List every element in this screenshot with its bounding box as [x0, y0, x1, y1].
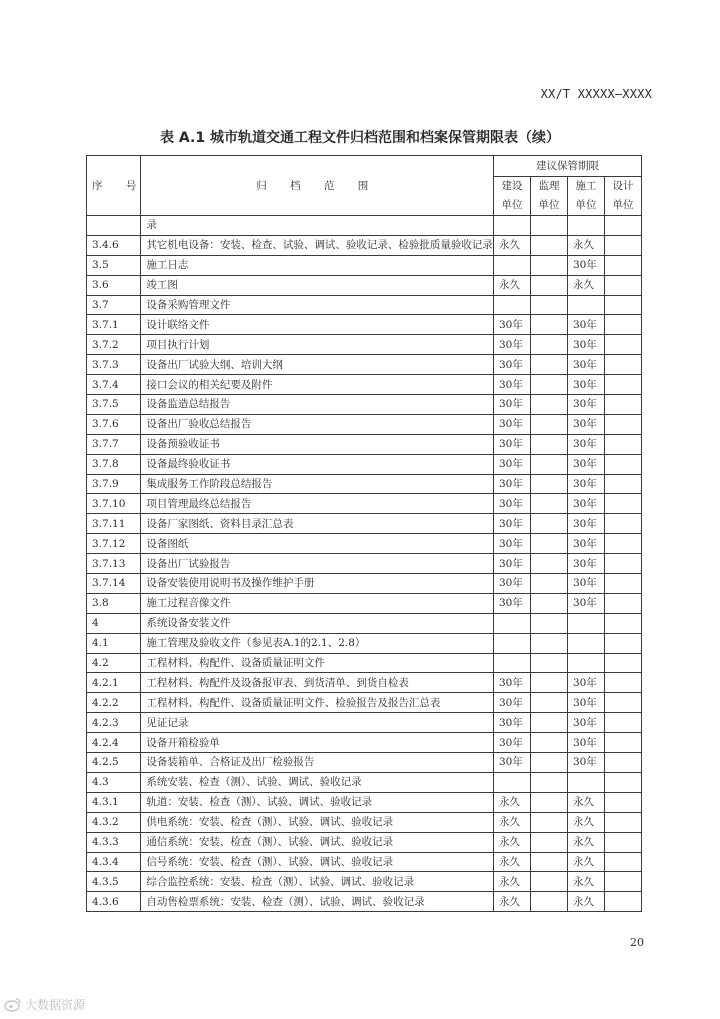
- weibo-logo-icon: [4, 998, 22, 1012]
- row-number-cell: 4: [87, 613, 141, 633]
- row-number-cell: 3.7.12: [87, 534, 141, 554]
- row-scope-cell: 设备最终验收证书: [141, 454, 494, 474]
- construction-period-cell: 30年: [493, 395, 530, 415]
- design-period-cell: [604, 653, 641, 673]
- row-number-cell: 3.7.8: [87, 454, 141, 474]
- construction-period-cell: 30年: [493, 554, 530, 574]
- construction-period-cell: 30年: [493, 753, 530, 773]
- supervision-period-cell: [530, 673, 567, 693]
- header-scope: 归 档 范 围: [141, 156, 494, 216]
- design-period-cell: [604, 613, 641, 633]
- table-row: [87, 574, 642, 594]
- design-period-cell: [604, 832, 641, 852]
- table-row: [87, 693, 642, 713]
- design-period-cell: [604, 295, 641, 315]
- construction-period-cell: 30年: [493, 335, 530, 355]
- design-period-cell: [604, 892, 641, 912]
- table-row: [87, 772, 642, 792]
- construction-period-cell: [493, 772, 530, 792]
- row-number-cell: 4.3.3: [87, 832, 141, 852]
- supervision-period-cell: [530, 216, 567, 236]
- table-row: [87, 414, 642, 434]
- row-number-cell: 3.4.6: [87, 235, 141, 255]
- header-contractor-unit: 施工单位: [567, 177, 604, 216]
- row-scope-cell: 设备监造总结报告: [141, 395, 494, 415]
- supervision-period-cell: [530, 872, 567, 892]
- row-scope-cell: 设备出厂验收总结报告: [141, 414, 494, 434]
- contractor-period-cell: 30年: [567, 574, 604, 594]
- contractor-period-cell: [567, 216, 604, 236]
- row-scope-cell: 设备出厂试验大纲、培训大纲: [141, 355, 494, 375]
- design-period-cell: [604, 772, 641, 792]
- supervision-period-cell: [530, 255, 567, 275]
- row-number-cell: 4.2.1: [87, 673, 141, 693]
- supervision-period-cell: [530, 454, 567, 474]
- table-row: [87, 713, 642, 733]
- row-scope-cell: 设备采购管理文件: [141, 295, 494, 315]
- row-scope-cell: 项目管理最终总结报告: [141, 494, 494, 514]
- header-supervision-unit: 监理单位: [530, 177, 567, 216]
- row-scope-cell: 项目执行计划: [141, 335, 494, 355]
- contractor-period-cell: 永久: [567, 852, 604, 872]
- page-number: 20: [630, 936, 644, 949]
- table-row: [87, 454, 642, 474]
- design-period-cell: [604, 713, 641, 733]
- construction-period-cell: 30年: [493, 713, 530, 733]
- design-period-cell: [604, 315, 641, 335]
- design-period-cell: [604, 534, 641, 554]
- header-retention-period: 建议保管期限: [493, 156, 641, 177]
- contractor-period-cell: 永久: [567, 235, 604, 255]
- row-number-cell: 3.7.10: [87, 494, 141, 514]
- construction-period-cell: 永久: [493, 792, 530, 812]
- construction-period-cell: 30年: [493, 514, 530, 534]
- watermark-text: 大数据资源: [25, 998, 86, 1012]
- supervision-period-cell: [530, 494, 567, 514]
- construction-period-cell: 永久: [493, 275, 530, 295]
- contractor-period-cell: 30年: [567, 434, 604, 454]
- construction-period-cell: [493, 633, 530, 653]
- standard-code: XX/T XXXXX—XXXX: [540, 87, 652, 101]
- row-scope-cell: 供电系统：安装、检查（测）、试验、调试、验收记录: [141, 812, 494, 832]
- row-number-cell: 3.7.9: [87, 474, 141, 494]
- row-number-cell: 3.7.4: [87, 375, 141, 395]
- design-period-cell: [604, 255, 641, 275]
- construction-period-cell: [493, 613, 530, 633]
- supervision-period-cell: [530, 693, 567, 713]
- construction-period-cell: 30年: [493, 593, 530, 613]
- construction-period-cell: [493, 255, 530, 275]
- contractor-period-cell: 永久: [567, 832, 604, 852]
- supervision-period-cell: [530, 474, 567, 494]
- row-number-cell: 3.6: [87, 275, 141, 295]
- supervision-period-cell: [530, 534, 567, 554]
- table-body: [87, 216, 642, 912]
- row-scope-cell: 设备厂家图纸、资料目录汇总表: [141, 514, 494, 534]
- construction-period-cell: [493, 653, 530, 673]
- contractor-period-cell: 永久: [567, 872, 604, 892]
- contractor-period-cell: 30年: [567, 534, 604, 554]
- contractor-period-cell: [567, 295, 604, 315]
- contractor-period-cell: 30年: [567, 454, 604, 474]
- table-row: [87, 255, 642, 275]
- table-row: [87, 633, 642, 653]
- row-number-cell: 3.7.7: [87, 434, 141, 454]
- row-scope-cell: 通信系统：安装、检查（测）、试验、调试、验收记录: [141, 832, 494, 852]
- supervision-period-cell: [530, 852, 567, 872]
- row-number-cell: 4.2.4: [87, 733, 141, 753]
- contractor-period-cell: 30年: [567, 414, 604, 434]
- table-row: [87, 514, 642, 534]
- row-number-cell: 3.7.1: [87, 315, 141, 335]
- table-row: [87, 216, 642, 236]
- row-scope-cell: 竣工图: [141, 275, 494, 295]
- row-scope-cell: 设备开箱检验单: [141, 733, 494, 753]
- construction-period-cell: 30年: [493, 534, 530, 554]
- row-number-cell: [87, 216, 141, 236]
- row-number-cell: 4.3.6: [87, 892, 141, 912]
- supervision-period-cell: [530, 295, 567, 315]
- supervision-period-cell: [530, 593, 567, 613]
- row-scope-cell: 轨道：安装、检查（测）、试验、调试、验收记录: [141, 792, 494, 812]
- supervision-period-cell: [530, 375, 567, 395]
- design-period-cell: [604, 375, 641, 395]
- contractor-period-cell: 30年: [567, 713, 604, 733]
- row-scope-cell: 录: [141, 216, 494, 236]
- construction-period-cell: 30年: [493, 434, 530, 454]
- supervision-period-cell: [530, 713, 567, 733]
- design-period-cell: [604, 355, 641, 375]
- table-row: [87, 593, 642, 613]
- contractor-period-cell: 30年: [567, 474, 604, 494]
- construction-period-cell: 永久: [493, 235, 530, 255]
- row-scope-cell: 接口会议的相关纪要及附件: [141, 375, 494, 395]
- row-number-cell: 4.1: [87, 633, 141, 653]
- supervision-period-cell: [530, 613, 567, 633]
- table-row: [87, 872, 642, 892]
- row-scope-cell: 系统设备安装文件: [141, 613, 494, 633]
- table-row: [87, 832, 642, 852]
- supervision-period-cell: [530, 554, 567, 574]
- row-number-cell: 4.3.5: [87, 872, 141, 892]
- construction-period-cell: 30年: [493, 693, 530, 713]
- design-period-cell: [604, 454, 641, 474]
- row-scope-cell: 工程材料、构配件、设备质量证明文件: [141, 653, 494, 673]
- supervision-period-cell: [530, 733, 567, 753]
- header-design-unit: 设计单位: [604, 177, 641, 216]
- row-number-cell: 4.3.4: [87, 852, 141, 872]
- supervision-period-cell: [530, 315, 567, 335]
- table-row: [87, 852, 642, 872]
- row-scope-cell: 设备装箱单、合格证及出厂检验报告: [141, 753, 494, 773]
- design-period-cell: [604, 852, 641, 872]
- table-row: [87, 235, 642, 255]
- design-period-cell: [604, 673, 641, 693]
- contractor-period-cell: 30年: [567, 554, 604, 574]
- construction-period-cell: [493, 216, 530, 236]
- contractor-period-cell: 永久: [567, 792, 604, 812]
- row-number-cell: 4.3.1: [87, 792, 141, 812]
- contractor-period-cell: 永久: [567, 892, 604, 912]
- row-scope-cell: 设备预验收证书: [141, 434, 494, 454]
- design-period-cell: [604, 395, 641, 415]
- construction-period-cell: 永久: [493, 812, 530, 832]
- table-row: [87, 395, 642, 415]
- table-row: [87, 474, 642, 494]
- table-row: [87, 355, 642, 375]
- contractor-period-cell: 30年: [567, 315, 604, 335]
- contractor-period-cell: [567, 653, 604, 673]
- supervision-period-cell: [530, 812, 567, 832]
- row-scope-cell: 设计联络文件: [141, 315, 494, 335]
- row-number-cell: 3.7.6: [87, 414, 141, 434]
- table-row: [87, 653, 642, 673]
- table-row: [87, 733, 642, 753]
- table-row: [87, 295, 642, 315]
- row-number-cell: 3.7.11: [87, 514, 141, 534]
- contractor-period-cell: 30年: [567, 673, 604, 693]
- table-row: [87, 434, 642, 454]
- table-row: [87, 275, 642, 295]
- table-row: [87, 534, 642, 554]
- header-seq: 序 号: [87, 156, 141, 216]
- row-scope-cell: 见证记录: [141, 713, 494, 733]
- contractor-period-cell: 永久: [567, 812, 604, 832]
- contractor-period-cell: 30年: [567, 733, 604, 753]
- design-period-cell: [604, 235, 641, 255]
- row-scope-cell: 设备出厂试验报告: [141, 554, 494, 574]
- table-row: [87, 753, 642, 773]
- design-period-cell: [604, 753, 641, 773]
- construction-period-cell: 30年: [493, 474, 530, 494]
- supervision-period-cell: [530, 792, 567, 812]
- row-number-cell: 3.8: [87, 593, 141, 613]
- table-row: [87, 792, 642, 812]
- watermark: [4, 996, 85, 1013]
- supervision-period-cell: [530, 753, 567, 773]
- design-period-cell: [604, 216, 641, 236]
- row-number-cell: 3.7.2: [87, 335, 141, 355]
- row-number-cell: 3.7.13: [87, 554, 141, 574]
- supervision-period-cell: [530, 395, 567, 415]
- construction-period-cell: 30年: [493, 673, 530, 693]
- supervision-period-cell: [530, 275, 567, 295]
- supervision-period-cell: [530, 514, 567, 534]
- design-period-cell: [604, 574, 641, 594]
- row-scope-cell: 综合监控系统：安装、检查（测）、试验、调试、验收记录: [141, 872, 494, 892]
- design-period-cell: [604, 633, 641, 653]
- construction-period-cell: 永久: [493, 872, 530, 892]
- row-scope-cell: 工程材料、构配件及设备报审表、到货清单、到货自检表: [141, 673, 494, 693]
- row-scope-cell: 自动售检票系统：安装、检查（测）、试验、调试、验收记录: [141, 892, 494, 912]
- row-scope-cell: 施工日志: [141, 255, 494, 275]
- row-number-cell: 4.3: [87, 772, 141, 792]
- row-number-cell: 4.3.2: [87, 812, 141, 832]
- row-scope-cell: 设备安装使用说明书及操作维护手册: [141, 574, 494, 594]
- contractor-period-cell: [567, 633, 604, 653]
- contractor-period-cell: [567, 772, 604, 792]
- design-period-cell: [604, 733, 641, 753]
- construction-period-cell: 30年: [493, 574, 530, 594]
- supervision-period-cell: [530, 355, 567, 375]
- row-scope-cell: 设备图纸: [141, 534, 494, 554]
- contractor-period-cell: 30年: [567, 593, 604, 613]
- contractor-period-cell: [567, 613, 604, 633]
- row-scope-cell: 工程材料、构配件、设备质量证明文件、检验报告及报告汇总表: [141, 693, 494, 713]
- construction-period-cell: 永久: [493, 892, 530, 912]
- contractor-period-cell: 30年: [567, 693, 604, 713]
- table-row: [87, 375, 642, 395]
- row-number-cell: 3.7.5: [87, 395, 141, 415]
- contractor-period-cell: 30年: [567, 514, 604, 534]
- design-period-cell: [604, 434, 641, 454]
- row-number-cell: 4.2.3: [87, 713, 141, 733]
- design-period-cell: [604, 693, 641, 713]
- supervision-period-cell: [530, 574, 567, 594]
- design-period-cell: [604, 335, 641, 355]
- supervision-period-cell: [530, 235, 567, 255]
- header-construction-unit: 建设单位: [493, 177, 530, 216]
- construction-period-cell: 永久: [493, 852, 530, 872]
- row-number-cell: 4.2.2: [87, 693, 141, 713]
- table-row: [87, 613, 642, 633]
- supervision-period-cell: [530, 633, 567, 653]
- table-row: [87, 315, 642, 335]
- table-row: [87, 554, 642, 574]
- supervision-period-cell: [530, 653, 567, 673]
- row-scope-cell: 施工过程音像文件: [141, 593, 494, 613]
- design-period-cell: [604, 514, 641, 534]
- design-period-cell: [604, 792, 641, 812]
- row-scope-cell: 信号系统：安装、检查（测）、试验、调试、验收记录: [141, 852, 494, 872]
- supervision-period-cell: [530, 434, 567, 454]
- row-scope-cell: 施工管理及验收文件（参见表A.1的2.1、2.8）: [141, 633, 494, 653]
- construction-period-cell: 30年: [493, 733, 530, 753]
- construction-period-cell: 30年: [493, 454, 530, 474]
- table-row: [87, 892, 642, 912]
- row-number-cell: 3.7: [87, 295, 141, 315]
- design-period-cell: [604, 812, 641, 832]
- supervision-period-cell: [530, 892, 567, 912]
- table-title: 表 A.1 城市轨道交通工程文件归档范围和档案保管期限表（续）: [160, 130, 560, 146]
- supervision-period-cell: [530, 335, 567, 355]
- supervision-period-cell: [530, 772, 567, 792]
- row-scope-cell: 系统安装、检查（测）、试验、调试、验收记录: [141, 772, 494, 792]
- design-period-cell: [604, 593, 641, 613]
- archive-retention-table: [86, 155, 642, 912]
- design-period-cell: [604, 414, 641, 434]
- table-row: [87, 812, 642, 832]
- construction-period-cell: 30年: [493, 375, 530, 395]
- design-period-cell: [604, 494, 641, 514]
- row-number-cell: 4.2: [87, 653, 141, 673]
- contractor-period-cell: 永久: [567, 275, 604, 295]
- row-number-cell: 3.7.14: [87, 574, 141, 594]
- row-scope-cell: 其它机电设备：安装、检查、试验、调试、验收记录、检验批质量验收记录: [141, 235, 494, 255]
- table-row: [87, 494, 642, 514]
- table-row: [87, 673, 642, 693]
- contractor-period-cell: 30年: [567, 335, 604, 355]
- design-period-cell: [604, 554, 641, 574]
- row-number-cell: 4.2.5: [87, 753, 141, 773]
- contractor-period-cell: 30年: [567, 494, 604, 514]
- construction-period-cell: 30年: [493, 355, 530, 375]
- design-period-cell: [604, 275, 641, 295]
- design-period-cell: [604, 872, 641, 892]
- construction-period-cell: 30年: [493, 315, 530, 335]
- contractor-period-cell: 30年: [567, 255, 604, 275]
- row-scope-cell: 集成服务工作阶段总结报告: [141, 474, 494, 494]
- table-row: [87, 335, 642, 355]
- supervision-period-cell: [530, 414, 567, 434]
- supervision-period-cell: [530, 832, 567, 852]
- construction-period-cell: 30年: [493, 414, 530, 434]
- design-period-cell: [604, 474, 641, 494]
- construction-period-cell: [493, 295, 530, 315]
- row-number-cell: 3.5: [87, 255, 141, 275]
- construction-period-cell: 永久: [493, 832, 530, 852]
- contractor-period-cell: 30年: [567, 753, 604, 773]
- contractor-period-cell: 30年: [567, 355, 604, 375]
- construction-period-cell: 30年: [493, 494, 530, 514]
- row-number-cell: 3.7.3: [87, 355, 141, 375]
- contractor-period-cell: 30年: [567, 375, 604, 395]
- contractor-period-cell: 30年: [567, 395, 604, 415]
